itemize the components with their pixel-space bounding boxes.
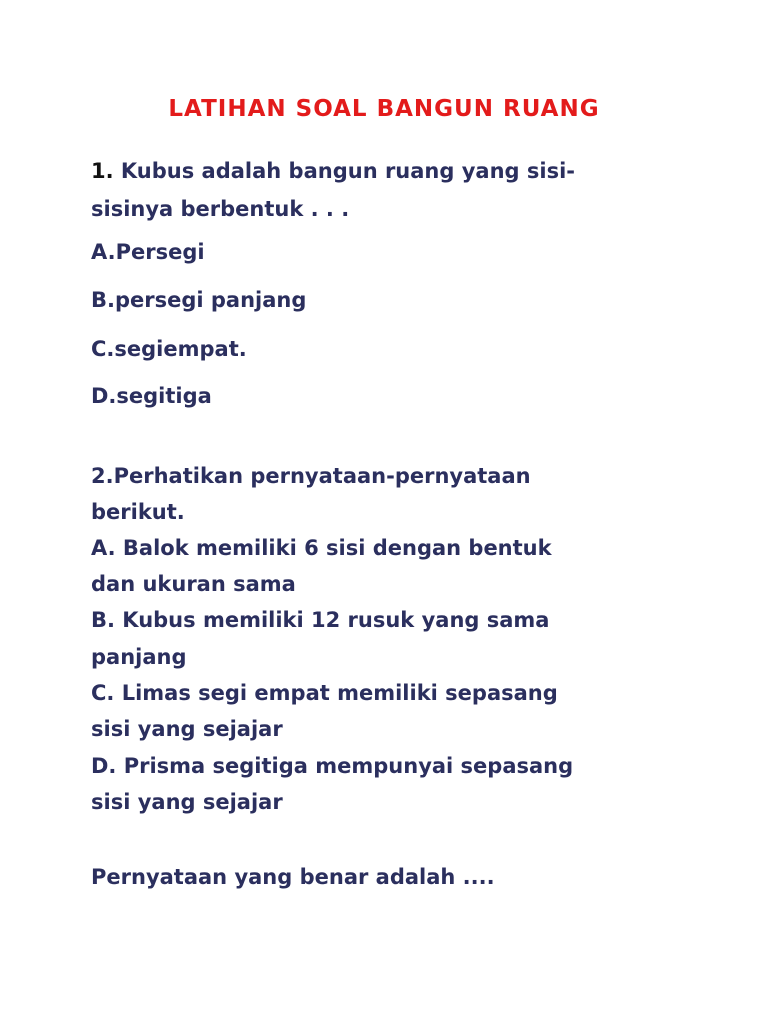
page-title: LATIHAN SOAL BANGUN RUANG	[168, 96, 600, 122]
question-2-statement-b: B. Kubus memiliki 12 rusuk yang sama	[91, 608, 550, 632]
question-1-number: 1.	[91, 159, 114, 183]
question-1-line-1	[91, 156, 575, 186]
question-2-statement-a: A. Balok memiliki 6 sisi dengan bentuk	[91, 536, 552, 560]
question-1-line-2: sisinya berbentuk . . .	[91, 197, 350, 221]
question-2-line: berikut.	[91, 500, 185, 524]
question-1-option-c: C.segiempat.	[91, 337, 247, 361]
question-2-statement-d: D. Prisma segitiga mempunyai sepasang	[91, 754, 574, 778]
question-2-statement-d-cont: sisi yang sejajar	[91, 790, 283, 814]
question-2-statement-c-cont: sisi yang sejajar	[91, 717, 283, 741]
question-2-prompt: Pernyataan yang benar adalah ....	[91, 865, 495, 889]
question-2-statement-a-cont: dan ukuran sama	[91, 572, 296, 596]
question-2-statement-b-cont: panjang	[91, 645, 187, 669]
question-1-text-1: Kubus adalah bangun ruang yang sisi-	[113, 159, 575, 183]
question-1-option-a: A.Persegi	[91, 240, 205, 264]
question-1-option-d: D.segitiga	[91, 384, 212, 408]
question-2-line: 2.Perhatikan pernyataan-pernyataan	[91, 464, 531, 488]
question-2-statement-c: C. Limas segi empat memiliki sepasang	[91, 681, 558, 705]
question-1-option-b: B.persegi panjang	[91, 288, 307, 312]
